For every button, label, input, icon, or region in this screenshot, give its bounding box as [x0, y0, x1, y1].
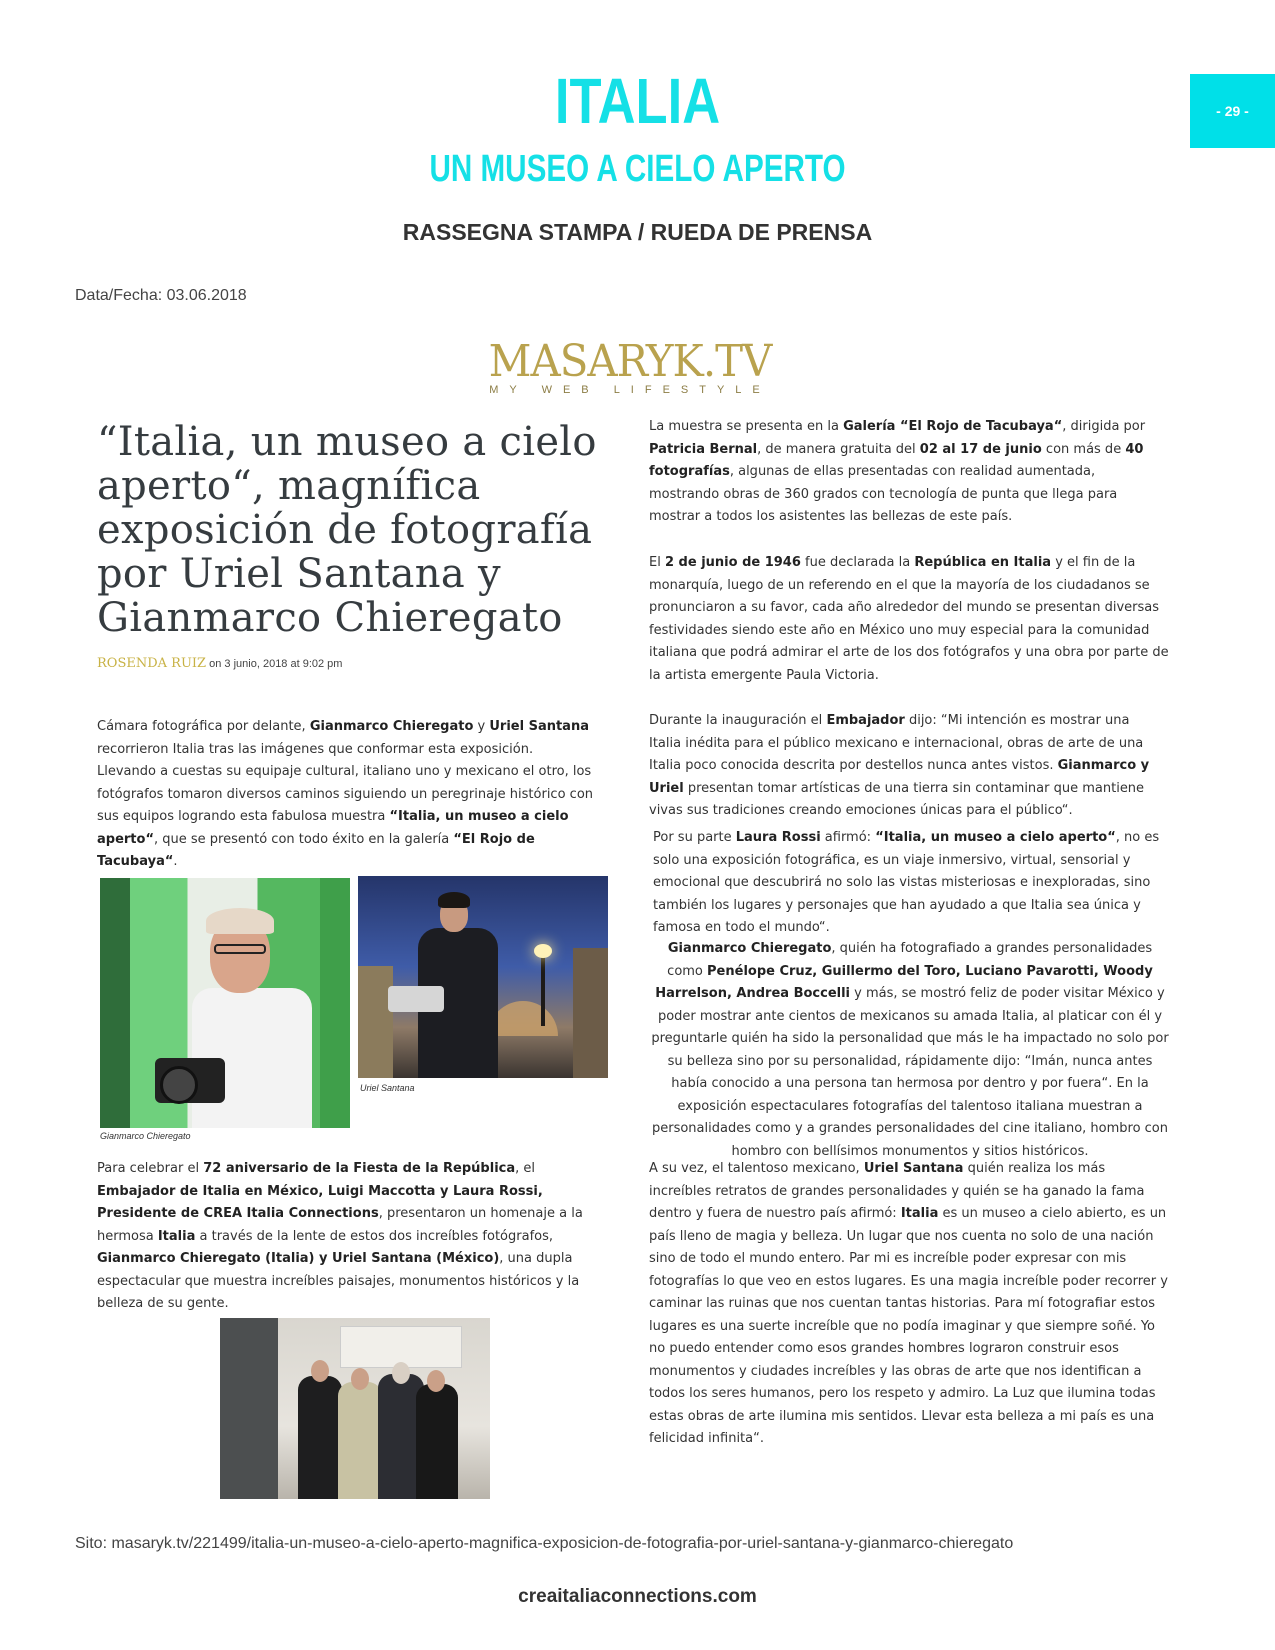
paragraph-gianmarco: Gianmarco Chieregato, quién ha fotografiado a grandes personalidades como Penélope Cruz, Guillermo del Toro, Luciano Pavarotti, Woody Harrelson, Andrea Boccelli y más, se mostró feliz de poder visitar México y poder mostrar ante cientos de mexicanos su amada Italia, al platicar con él y preguntarle quién ha sido la personalidad que más le ha impactado no solo por su belleza sino por su personalidad, rápidamente dijo: “Imán, nunca antes había conocido a una persona tan hermosa por dentro y por fuera“. En la exposición espectaculares fotografías del talentoso italiana muestran a personalidades como y a grandes personalidades del cine italiano, hombro con hombro con bellísimos monumentos y sitios históricos.: [651, 941, 1169, 1159]
paragraph-intro: Cámara fotográfica por delante, Gianmarco Chieregato y Uriel Santana recorrieron Italia tras las imágenes que conformar esta exposición. Llevando a cuestas su equipaje cultural, italiano uno y mexicano el otro, los fotógrafos tomaron diversos caminos siguiendo un peregrinaje histórico con sus equipos logrando esta fabulosa muestra “Italia, un museo a cielo aperto“, que se presentó con todo éxito en la galería “El Rojo de Tacubaya“.: [97, 719, 594, 869]
photo2-caption: Uriel Santana: [360, 1083, 415, 1093]
masaryk-logo: [480, 336, 780, 408]
photo-uriel-santana: [358, 876, 608, 1078]
paragraph-uriel: A su vez, el talentoso mexicano, Uriel Santana quién realiza los más increíbles retratos de grandes personalidades y quién se ha ganado la fama dentro y fuera de nuestro país afirmó: Italia es un museo a cielo abierto, es un país lleno de magia y belleza. Un lugar que nos cuenta no solo de una nación sino de todo el mundo entero. Par mi es increíble poder expresar con mis fotografías lo que veo en estos lugares. Es una magia increíble poder recorrer y caminar las ruinas que nos cuentan tantas historias. Para mí fotografiar estos lugares es una suerte increíble que no podía imaginar y que siempre soñé. Yo no puedo entender como esos grandes hombres lograron construir esos monumentos y ciudades increíbles y las obras de arte que nos identifican a todos los seres humanos, pero los respeto y admiro. La Luz que ilumina todas estas obras de arte ilumina mis sentidos. Llevar esta belleza a mi país es una felicidad infinita“.: [649, 1161, 1168, 1446]
article-author: ROSENDA RUIZ: [97, 656, 207, 671]
date-line: Data/Fecha: 03.06.2018: [75, 287, 247, 304]
page-subtitle: UN MUSEO A CIELO APERTO: [429, 148, 846, 190]
logo-wordmark: MASARYK.TV: [488, 336, 772, 387]
article-byline: [97, 656, 342, 671]
page-number-badge: - 29 -: [1190, 74, 1275, 148]
photo-group-event: [220, 1318, 490, 1499]
photo-gianmarco-chieregato: [100, 878, 350, 1128]
paragraph-ambassador: Durante la inauguración el Embajador dijo: “Mi intención es mostrar una Italia inédita para el público mexicano e internacional, obras de arte de una Italia poco conocida descrita por destellos nunca antes vistos. Gianmarco y Uriel presentan tomar artísticas de una tierra sin contaminar que mantiene vivas sus tradiciones creando emociones únicas para el público“.: [649, 713, 1150, 818]
paragraph-republic: El 2 de junio de 1946 fue declarada la República en Italia y el fin de la monarquía, luego de un referendo en el que la mayoría de los ciudadanos se pronunciaron a su favor, cada año alrededor del mundo se presentan diversas festividades siendo este año en México uno muy especial para la comunidad italiana que podrá admirar el arte de los dos fotógrafos y una obra por parte de la artista emergente Paula Victoria.: [649, 555, 1169, 683]
footer-website: creaitaliaconnections.com: [518, 1586, 757, 1607]
paragraph-laura-rossi: Por su parte Laura Rossi afirmó: “Italia, un museo a cielo aperto“, no es solo una exposición fotográfica, es un viaje inmersivo, virtual, sensorial y emocional que descubrirá no solo las vistas misteriosas e inexploradas, sino también los lugares y personajes que han ayudado a que Italia sea única y famosa en todo el mundo“.: [653, 830, 1160, 935]
page-title: ITALIA: [554, 65, 721, 137]
paragraph-celebration: Para celebrar el 72 aniversario de la Fiesta de la República, el Embajador de Italia en México, Luigi Maccotta y Laura Rossi, Presidente de CREA Italia Connections, presentaron un homenaje a la hermosa Italia a través de la lente de estos dos increíbles fotógrafos, Gianmarco Chieregato (Italia) y Uriel Santana (México), una dupla espectacular que muestra increíbles paisajes, monumentos históricos y la belleza de su gente.: [97, 1161, 583, 1311]
section-heading: RASSEGNA STAMPA / RUEDA DE PRENSA: [402, 219, 873, 245]
source-url: Sito: masaryk.tv/221499/italia-un-museo-a-cielo-aperto-magnifica-exposicion-de-fotografia-por-uriel-santana-y-gianmarco-chieregato: [75, 1535, 1014, 1552]
logo-tagline: MY WEB LIFESTYLE: [489, 384, 771, 396]
article-date: on 3 junio, 2018 at 9:02 pm: [209, 658, 343, 670]
paragraph-gallery: La muestra se presenta en la Galería “El Rojo de Tacubaya“, dirigida por Patricia Bernal, de manera gratuita del 02 al 17 de junio con más de 40 fotografías, algunas de ellas presentadas con realidad aumentada, mostrando obras de 360 grados con tecnología de punta que llega para mostrar a todos los asistentes las bellezas de este país.: [649, 419, 1146, 524]
photo1-caption: Gianmarco Chieregato: [100, 1131, 191, 1141]
article-headline: “Italia, un museo a cielo aperto“, magnífica exposición de fotografía por Uriel Santana y Gianmarco Chieregato: [97, 419, 597, 641]
